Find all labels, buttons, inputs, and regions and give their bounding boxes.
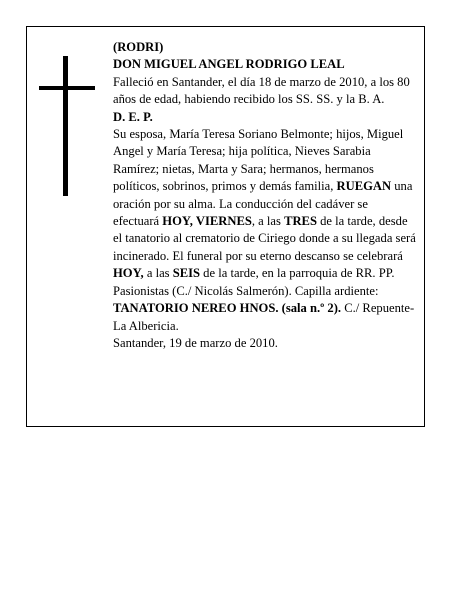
at-the: , a las [251, 214, 285, 229]
obituary-text [113, 39, 417, 352]
address: C./ Repuente-La Albericia. [113, 301, 415, 333]
tres-word: TRES [284, 214, 317, 229]
prayer-request: una oración por su alma. La conducción del cadáver se efectuará [113, 179, 413, 229]
dep-line: D. E. P. [113, 109, 153, 124]
tanatorio-name: TANATORIO NEREO HNOS. (sala n.º 2). [113, 301, 342, 316]
hoy-word: HOY, [113, 266, 144, 281]
at-the-2: a las [143, 266, 173, 281]
deceased-name: DON MIGUEL ANGEL RODRIGO LEAL [113, 57, 345, 72]
seis-word: SEIS [172, 266, 201, 281]
nickname: (RODRI) [113, 40, 164, 54]
cross-icon [63, 56, 68, 196]
conduction-detail: de la tarde, desde el tanatorio al crematorio de Ciriego donde a su llegada será incinerado. El funeral por su eterno descanso se celebrará [113, 214, 416, 263]
hoy-viernes: HOY, VIERNES [162, 214, 252, 229]
ruegan-word: RUEGAN [336, 179, 392, 194]
death-statement: Falleció en Santander, el día 18 de marzo de 2010, a los 80 años de edad, habiendo recibido los SS. SS. y la B. A. [113, 74, 410, 107]
closing-line: Santander, 19 de marzo de 2010. [113, 335, 278, 350]
family-list: Su esposa, María Teresa Soriano Belmonte; hijos, Miguel Angel y María Teresa; hija política, Nieves Sarabia Ramírez; nietas, Marta y Sara; hermanos, hermanos políticos, sobrinos, primos y demás familia, [113, 127, 404, 194]
main-paragraph [113, 126, 417, 335]
funeral-detail: de la tarde, en la parroquia de RR. PP. Pasionistas (C./ Nicolás Salmerón). Capilla ardiente: [113, 266, 395, 298]
cross-icon-crossbar [39, 86, 95, 90]
